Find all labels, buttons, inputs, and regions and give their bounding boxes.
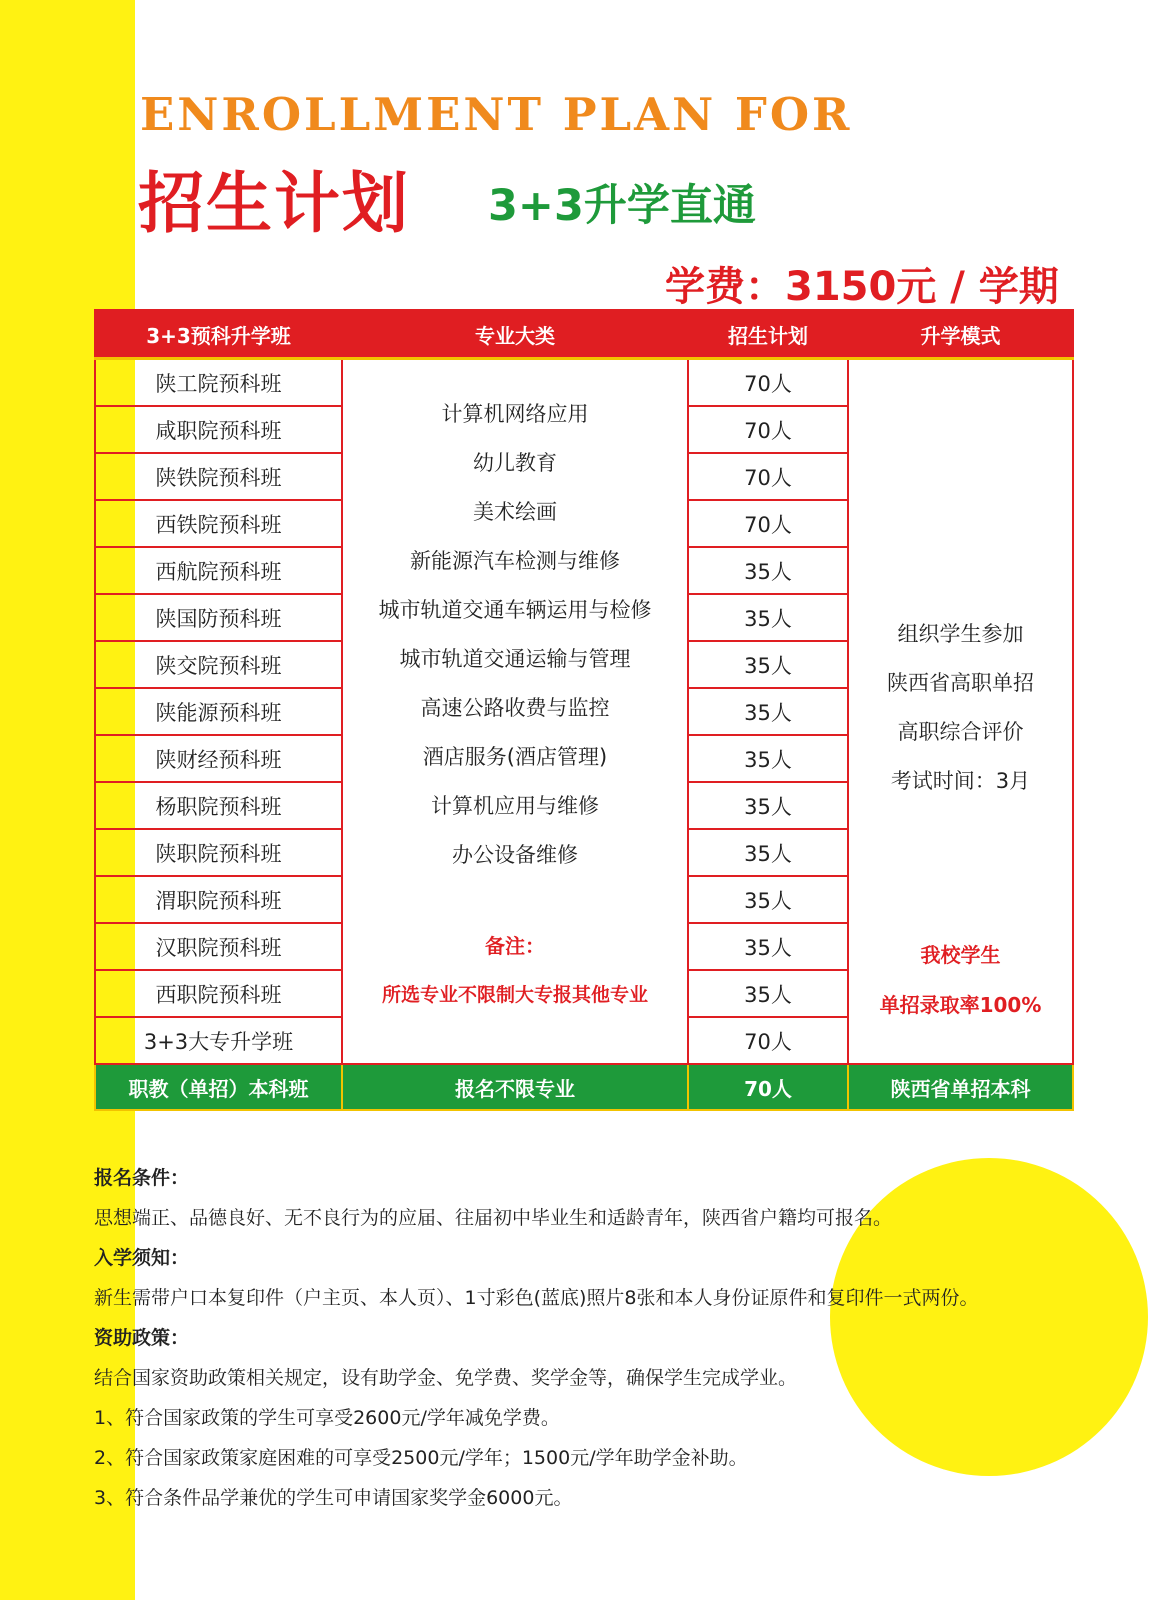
class-name: 西铁院预科班	[95, 500, 342, 547]
class-name: 陕职院预科班	[95, 829, 342, 876]
aid-item: 1、符合国家政策的学生可享受2600元/学年减免学费。	[94, 1407, 560, 1429]
major-item: 城市轨道交通运输与管理	[399, 647, 631, 671]
class-name: 西职院预科班	[95, 970, 342, 1017]
aid-heading: 资助政策：	[94, 1327, 190, 1349]
english-title: ENROLLMENT PLAN FOR	[140, 88, 853, 141]
major-list	[343, 390, 687, 880]
class-name: 陕工院预科班	[95, 359, 342, 407]
plan-count: 35人	[688, 876, 848, 923]
plan-count: 35人	[688, 782, 848, 829]
mode-note-line: 单招录取率100%	[879, 993, 1042, 1017]
page-title: 招生计划	[138, 165, 410, 242]
plan-count: 35人	[688, 970, 848, 1017]
undergrad-mode: 陕西省单招本科	[848, 1064, 1073, 1110]
plan-count: 70人	[688, 359, 848, 407]
plan-count: 35人	[688, 594, 848, 641]
class-name: 渭职院预科班	[95, 876, 342, 923]
mode-line: 陕西省高职单招	[887, 671, 1034, 695]
admission-text: 新生需带户口本复印件（户主页、本人页）、1寸彩色(蓝底)照片8张和本人身份证原件和复印件一式两份。	[94, 1287, 979, 1309]
class-name: 汉职院预科班	[95, 923, 342, 970]
header-class: 3+3预科升学班	[95, 310, 342, 359]
major-note: 所选专业不限制大专报其他专业	[381, 984, 648, 1006]
major-item: 计算机应用与维修	[431, 794, 599, 818]
plan-count: 70人	[688, 453, 848, 500]
header-mode: 升学模式	[848, 310, 1073, 359]
mode-note-line: 我校学生	[920, 943, 1001, 967]
aid-item: 2、符合国家政策家庭困难的可享受2500元/学年；1500元/学年助学金补助。	[94, 1447, 748, 1469]
mode-line: 考试时间：3月	[890, 769, 1031, 793]
class-name: 咸职院预科班	[95, 406, 342, 453]
mode-note	[849, 930, 1072, 1030]
conditions-text: 思想端正、品德良好、无不良行为的应届、往届初中毕业生和适龄青年，陕西省户籍均可报名。	[94, 1207, 893, 1229]
major-cell	[342, 359, 688, 1065]
subtitle: 3+3升学直通	[488, 181, 756, 231]
major-item: 计算机网络应用	[441, 402, 589, 426]
tuition-label: 学费：3150元 / 学期	[665, 264, 1059, 310]
admission-heading: 入学须知：	[94, 1247, 190, 1269]
plan-count: 35人	[688, 547, 848, 594]
major-item: 高速公路收费与监控	[420, 696, 610, 720]
mode-list	[849, 610, 1072, 806]
plan-count: 35人	[688, 688, 848, 735]
mode-line: 组织学生参加	[897, 622, 1024, 646]
major-note-label: 备注：	[485, 934, 545, 958]
aid-item: 3、符合条件品学兼优的学生可申请国家奖学金6000元。	[94, 1487, 573, 1509]
class-name: 陕财经预科班	[95, 735, 342, 782]
plan-count: 35人	[688, 641, 848, 688]
class-name: 3+3大专升学班	[95, 1017, 342, 1064]
major-item: 美术绘画	[473, 500, 557, 524]
plan-count: 70人	[688, 406, 848, 453]
header-plan: 招生计划	[688, 310, 848, 359]
plan-count: 35人	[688, 735, 848, 782]
major-item: 城市轨道交通车辆运用与检修	[378, 598, 652, 622]
class-name: 陕交院预科班	[95, 641, 342, 688]
header-major: 专业大类	[342, 310, 688, 359]
class-name: 陕铁院预科班	[95, 453, 342, 500]
info-section	[94, 1158, 1124, 1518]
class-name: 杨职院预科班	[95, 782, 342, 829]
major-item: 幼儿教育	[473, 451, 557, 475]
plan-count: 70人	[688, 500, 848, 547]
mode-line: 高职综合评价	[897, 720, 1024, 744]
undergrad-class: 职教（单招）本科班	[95, 1064, 342, 1110]
major-item: 酒店服务(酒店管理)	[422, 745, 608, 769]
class-name: 陕能源预科班	[95, 688, 342, 735]
class-name: 陕国防预科班	[95, 594, 342, 641]
plan-count: 70人	[688, 1017, 848, 1064]
plan-count: 35人	[688, 829, 848, 876]
major-item: 新能源汽车检测与维修	[410, 549, 620, 573]
aid-text: 结合国家资助政策相关规定，设有助学金、免学费、奖学金等，确保学生完成学业。	[94, 1367, 798, 1389]
major-item: 办公设备维修	[452, 843, 578, 867]
undergrad-plan: 70人	[688, 1064, 848, 1110]
plan-count: 35人	[688, 923, 848, 970]
undergrad-major: 报名不限专业	[342, 1064, 688, 1110]
table-row	[95, 359, 1073, 407]
enrollment-table	[94, 309, 1074, 1111]
class-name: 西航院预科班	[95, 547, 342, 594]
mode-cell	[848, 359, 1073, 1065]
undergrad-row	[95, 1064, 1073, 1110]
table-header-row	[95, 310, 1073, 359]
conditions-heading: 报名条件：	[94, 1167, 190, 1189]
